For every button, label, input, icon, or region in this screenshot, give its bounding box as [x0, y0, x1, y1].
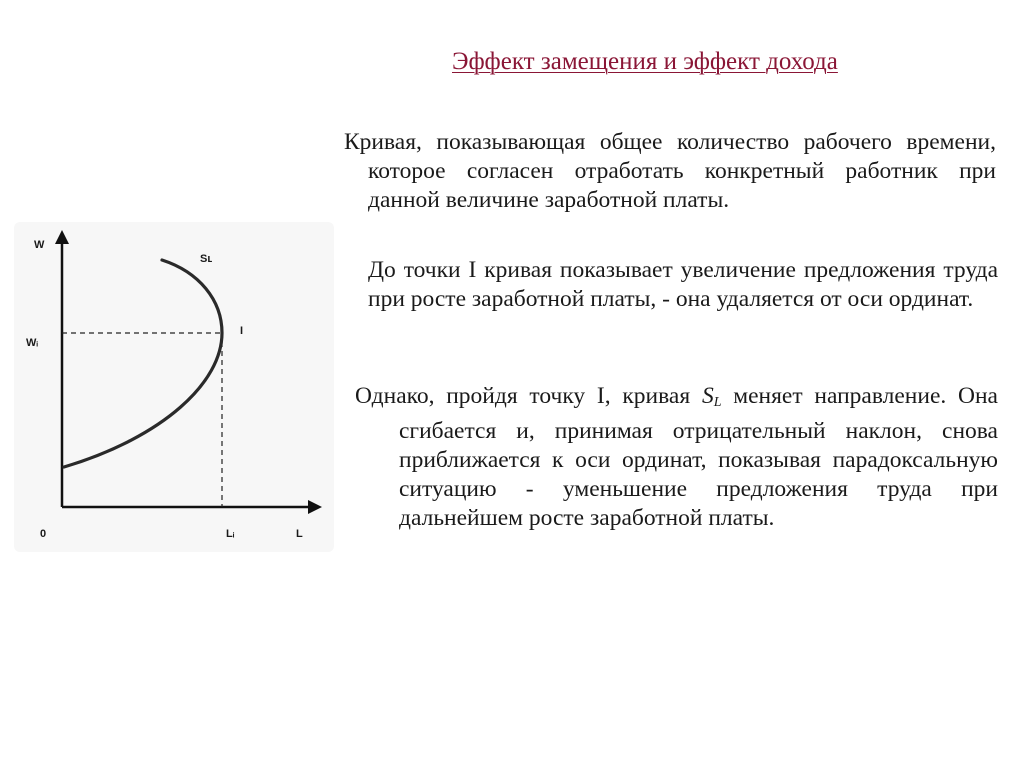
paragraph-after-point: [355, 382, 998, 533]
paragraph-before-point: [368, 256, 998, 314]
paragraph-after-point-start: Однако, пройдя точку I, кривая: [355, 383, 702, 409]
curve-symbol-subscript: L: [713, 395, 722, 410]
wi-label: Wᵢ: [26, 337, 38, 349]
y-axis-arrow-icon: [55, 230, 69, 244]
graph-svg: [14, 222, 334, 552]
x-axis-arrow-icon: [308, 500, 322, 514]
origin-label: 0: [40, 528, 47, 540]
curve-sl-label: Sʟ: [200, 253, 213, 265]
paragraph-after-point-end: меняет направление. Она сгибается и, принимая отрицательный наклон, снова приближается к оси ординат, показывая парадоксальную ситуацию - уменьшение предложения труда при дальнейшем росте заработной платы.: [399, 383, 998, 531]
labor-supply-curve: [64, 260, 222, 467]
paragraph-definition: [344, 128, 996, 215]
axis-y-label: W: [34, 239, 45, 251]
curve-symbol-letter: S: [701, 383, 714, 409]
li-label: Lᵢ: [226, 528, 235, 540]
curve-symbol: [702, 383, 722, 409]
slide-title: Эффект замещения и эффект дохода: [452, 48, 838, 75]
axis-x-label: L: [296, 528, 303, 540]
paragraph-before-point-text: До точки I кривая показывает увеличение предложения труда при росте заработной платы, - она удаляется от оси ординат.: [368, 257, 998, 312]
point-i-label: I: [240, 325, 244, 337]
labor-supply-graph: [14, 222, 334, 552]
paragraph-after-point-text: [355, 382, 998, 533]
paragraph-definition-text: Кривая, показывающая общее количество рабочего времени, которое согласен отработать конкретный работник при данной величине заработной платы.: [344, 129, 996, 213]
